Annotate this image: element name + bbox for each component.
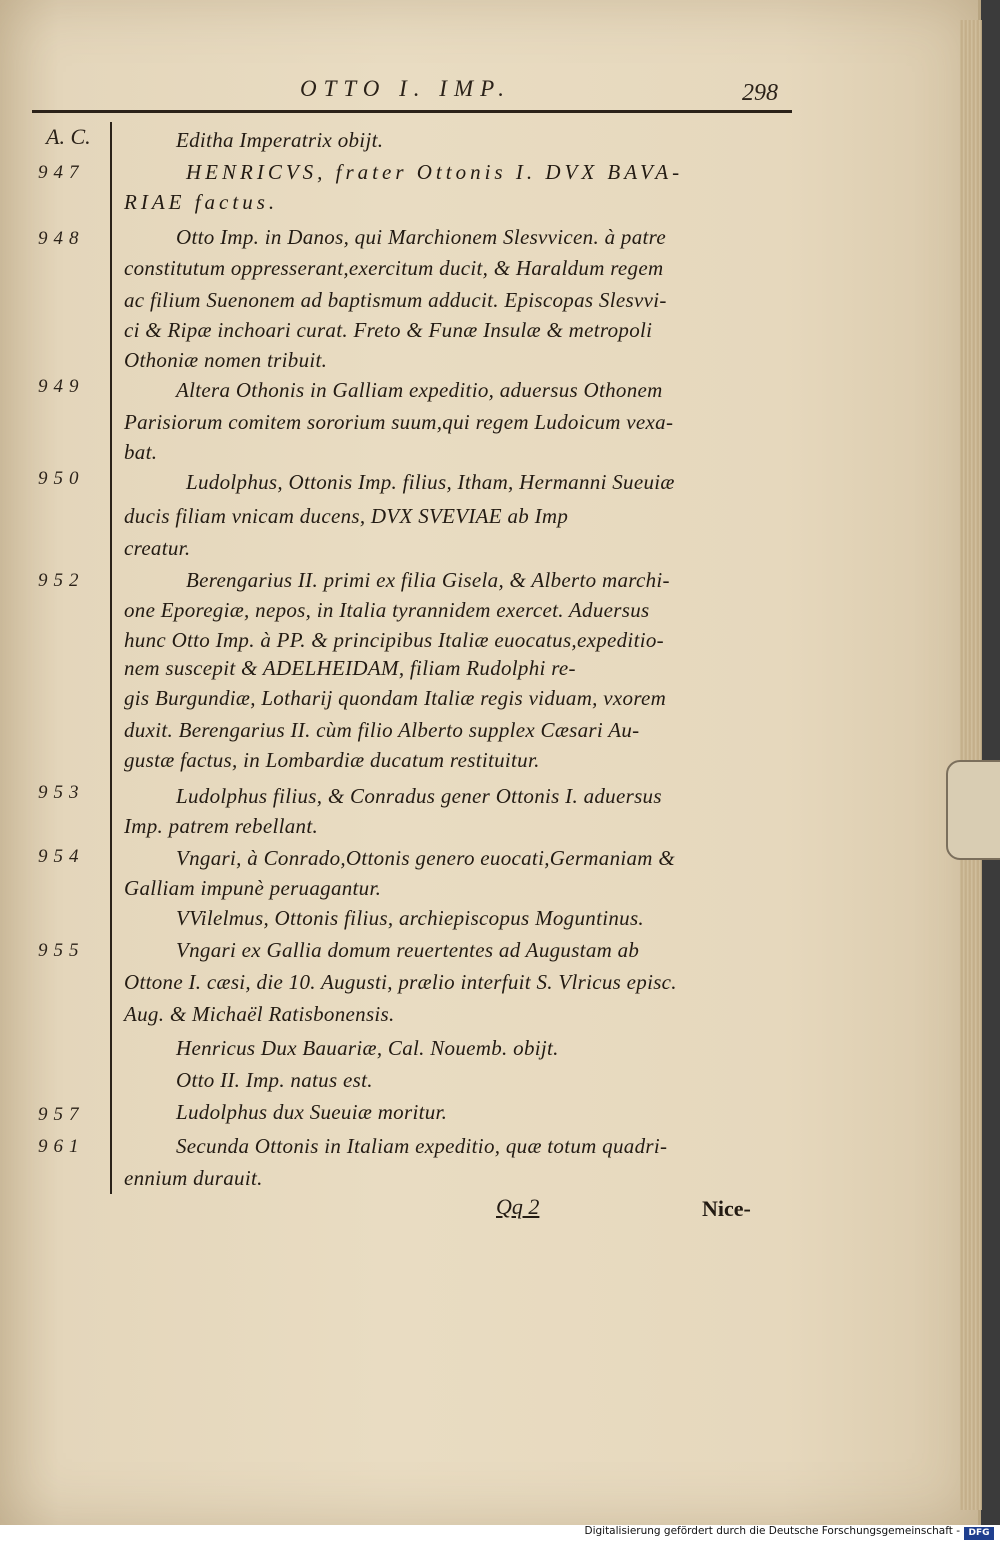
- margin-rule: [110, 122, 112, 1194]
- margin-year: 948: [38, 228, 85, 249]
- text-line: Vngari, à Conrado,Ottonis genero euocati,Germaniam &: [176, 846, 675, 870]
- running-head: OTTO I. IMP.: [300, 76, 511, 101]
- margin-label: A. C.: [46, 124, 91, 149]
- text-line: Aug. & Michaël Ratisbonensis.: [124, 1002, 395, 1026]
- margin-year: 954: [38, 846, 85, 867]
- margin-year: 957: [38, 1104, 85, 1125]
- text-line: nem suscepit & ADELHEIDAM, filiam Rudolphi re-: [124, 656, 576, 680]
- margin-year: 961: [38, 1136, 85, 1157]
- margin-year: 947: [38, 162, 85, 183]
- text-line: Otto II. Imp. natus est.: [176, 1068, 373, 1092]
- text-line: Vngari ex Gallia domum reuertentes ad Augustam ab: [176, 938, 640, 962]
- text-line: Othoniæ nomen tribuit.: [124, 348, 328, 372]
- page-number: 298: [742, 80, 778, 106]
- header-rule: [32, 110, 792, 113]
- text-line: Altera Othonis in Galliam expeditio, aduersus Othonem: [176, 378, 663, 402]
- text-line: Parisiorum comitem sororium suum,qui regem Ludoicum vexa-: [124, 410, 674, 434]
- text-line: one Eporegiæ, nepos, in Italia tyrannidem exercet. Aduersus: [124, 598, 650, 622]
- credit-text: Digitalisierung gefördert durch die Deutsche Forschungsgemeinschaft -: [584, 1525, 960, 1537]
- text-line: Imp. patrem rebellant.: [124, 814, 319, 838]
- text-line: gis Burgundiæ, Lotharij quondam Italiæ regis viduam, vxorem: [124, 686, 667, 710]
- margin-year: 949: [38, 376, 85, 397]
- text-line: ac filium Suenonem ad baptismum adducit. Episcopas Slesvvi-: [124, 288, 667, 312]
- text-line: bat.: [124, 440, 158, 464]
- text-line: Berengarius II. primi ex filia Gisela, & Alberto marchi-: [186, 568, 670, 592]
- text-line: creatur.: [124, 536, 191, 560]
- text-line: Ludolphus dux Sueuiæ moritur.: [176, 1100, 448, 1124]
- text-line: constitutum oppresserant,exercitum ducit, & Haraldum regem: [124, 256, 664, 280]
- dfg-logo: DFG: [964, 1527, 994, 1540]
- text-line: Henricus Dux Bauariæ, Cal. Nouemb. obijt.: [176, 1036, 559, 1060]
- margin-year: 953: [38, 782, 85, 803]
- text-line: gustæ factus, in Lombardiæ ducatum restituitur.: [124, 748, 540, 772]
- text-line: Editha Imperatrix obijt.: [176, 128, 384, 152]
- text-line: Secunda Ottonis in Italiam expeditio, quæ totum quadri-: [176, 1134, 668, 1158]
- text-line: Ottone I. cæsi, die 10. Augusti, prælio interfuit S. Vlricus episc.: [124, 970, 677, 994]
- text-line: Galliam impunè peruagantur.: [124, 876, 382, 900]
- text-line: VVilelmus, Ottonis filius, archiepiscopus Moguntinus.: [176, 906, 644, 930]
- catchword: Nice-: [702, 1196, 751, 1221]
- margin-year: 955: [38, 940, 85, 961]
- text-line: ci & Ripæ inchoari curat. Freto & Funæ Insulæ & metropoli: [124, 318, 653, 342]
- text-line: hunc Otto Imp. à PP. & principibus Italiæ euocatus,expeditio-: [124, 628, 664, 652]
- bookmark-tab: [946, 760, 1000, 860]
- signature-mark: Qq 2: [496, 1194, 540, 1219]
- margin-year: 952: [38, 570, 85, 591]
- text-line: duxit. Berengarius II. cùm filio Alberto supplex Cæsari Au-: [124, 718, 640, 742]
- credit-bar: [0, 1525, 1000, 1542]
- text-line: ducis filiam vnicam ducens, DVX SVEVIAE ab Imp: [124, 504, 569, 528]
- text-line: HENRICVS, frater Ottonis I. DVX BAVA-: [186, 160, 684, 184]
- text-line: Ludolphus, Ottonis Imp. filius, Itham, Hermanni Sueuiæ: [186, 470, 675, 494]
- text-line: RIAE factus.: [124, 190, 279, 214]
- text-line: Ludolphus filius, & Conradus gener Ottonis I. aduersus: [176, 784, 662, 808]
- text-line: ennium durauit.: [124, 1166, 263, 1190]
- text-line: Otto Imp. in Danos, qui Marchionem Slesvvicen. à patre: [176, 225, 666, 249]
- margin-year: 950: [38, 468, 85, 489]
